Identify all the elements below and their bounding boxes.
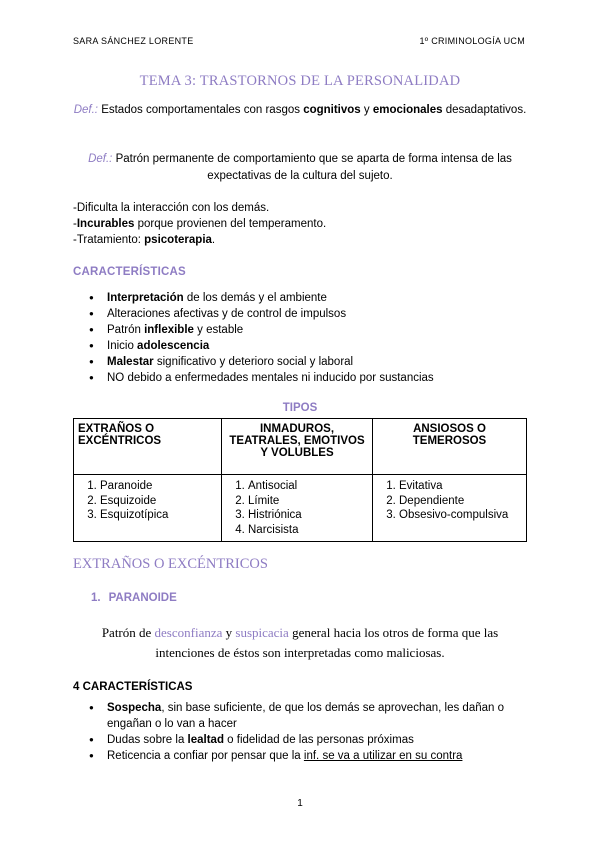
- section-heading-caracteristicas: CARACTERÍSTICAS: [73, 266, 186, 278]
- list-item: 2. Límite: [248, 494, 368, 509]
- list-item: ● Sospecha, sin base suficiente, de que los demás se aprovechan, les dañan o engañan o lo van a hacer: [73, 700, 527, 732]
- list-item: ● Reticencia a confiar por pensar que la inf. se va a utilizar en su contra: [73, 748, 527, 764]
- header-course: 1º CRIMINOLOGÍA UCM: [419, 36, 525, 46]
- general-notes: [73, 200, 326, 248]
- note-line: -Tratamiento: psicoterapia.: [73, 234, 216, 246]
- list-item: ● Dudas sobre la lealtad o fidelidad de las personas próximas: [73, 732, 527, 748]
- header-author: SARA SÁNCHEZ LORENTE: [73, 36, 194, 46]
- paranoide-description: Patrón de desconfianza y suspicacia general hacia los otros de forma que las intenciones de éstos son interpretadas como maliciosas.: [101, 625, 499, 660]
- list-item: 1. Antisocial: [248, 479, 368, 494]
- list-item: 3. Esquizotípica: [100, 508, 217, 523]
- page-title: TEMA 3: TRASTORNOS DE LA PERSONALIDAD: [139, 73, 461, 89]
- section-heading-extranos: EXTRAÑOS O EXCÉNTRICOS: [73, 556, 268, 572]
- tipos-table: [73, 418, 527, 542]
- definition-label: Def.:: [73, 104, 98, 116]
- list-item: 2. Esquizoide: [100, 494, 217, 509]
- type-list: [78, 479, 217, 523]
- definition-label: Def.:: [88, 153, 113, 165]
- table-cell: [222, 475, 373, 542]
- table-header-cell: EXTRAÑOS O EXCÉNTRICOS: [74, 419, 222, 475]
- note-line: -Incurables porque provienen del temperamento.: [73, 218, 327, 230]
- type-list: [226, 479, 368, 537]
- table-cell: [373, 475, 527, 542]
- list-item: 1. Paranoide: [100, 479, 217, 494]
- tipos-heading: TIPOS: [282, 402, 318, 414]
- caracteristicas-count-heading: 4 CARACTERÍSTICAS: [73, 681, 193, 693]
- definition-2: Def.: Patrón permanente de comportamiento que se aparta de forma intensa de las expectativas de la cultura del sujeto.: [88, 153, 512, 182]
- list-item: 1. Evitativa: [399, 479, 522, 494]
- list-item: ● Malestar significativo y deterioro social y laboral: [73, 354, 434, 370]
- table-row: [74, 475, 527, 542]
- list-item: ● Patrón inflexible y estable: [73, 322, 434, 338]
- list-item: 4. Narcisista: [248, 523, 368, 538]
- table-header-cell: ANSIOSOS O TEMEROSOS: [373, 419, 527, 475]
- list-item: 2. Dependiente: [399, 494, 522, 509]
- note-line: -Dificulta la interacción con los demás.: [73, 202, 270, 214]
- table-header-cell: INMADUROS, TEATRALES, EMOTIVOS Y VOLUBLES: [222, 419, 373, 475]
- list-item: 3. Histriónica: [248, 508, 368, 523]
- subsection-heading-paranoide: 1. PARANOIDE: [91, 592, 177, 604]
- table-header-row: [74, 419, 527, 475]
- paranoide-list: [73, 700, 527, 764]
- list-item: ● NO debido a enfermedades mentales ni inducido por sustancias: [73, 370, 434, 386]
- caracteristicas-list: [73, 290, 434, 386]
- list-item: ● Interpretación de los demás y el ambiente: [73, 290, 434, 306]
- table-cell: [74, 475, 222, 542]
- definition-1: Def.: Estados comportamentales con rasgos cognitivos y emocionales desadaptativos.: [73, 104, 527, 116]
- list-item: 3. Obsesivo-compulsiva: [399, 508, 522, 523]
- page-number: 1: [297, 798, 303, 809]
- list-item: ● Alteraciones afectivas y de control de impulsos: [73, 306, 434, 322]
- type-list: [377, 479, 522, 523]
- list-item: ● Inicio adolescencia: [73, 338, 434, 354]
